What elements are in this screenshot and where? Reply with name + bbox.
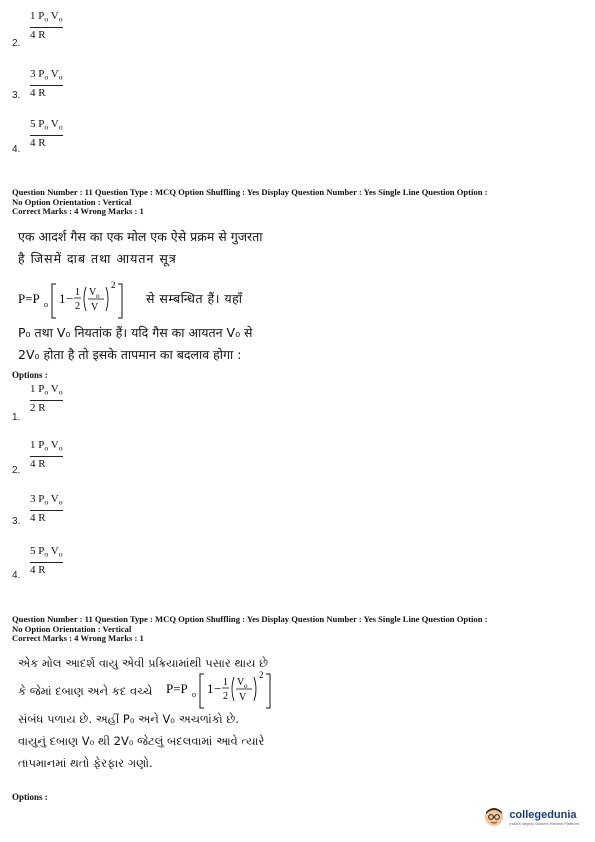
svg-text:V: V	[239, 692, 247, 703]
svg-text:2: 2	[223, 691, 228, 702]
question-line: एक आदर्श गैस का एक मोल एक ऐसे प्रक्रम से गुजरता	[18, 229, 263, 244]
logo-text-block	[509, 809, 579, 826]
fraction: 1 $P_o$ $V_o$ 2 R	[30, 383, 63, 414]
option-number[interactable]: 3.	[12, 516, 21, 527]
marks-line: Correct Marks : 4 Wrong Marks : 1	[12, 633, 144, 643]
question-line: से सम्बन्धित हैं। यहाँ	[146, 291, 243, 306]
question-line: એક મોલ આદર્શ વાયુ એવી પ્રક્રિયામાંથી પસાર થાય છે	[18, 656, 269, 670]
marks-line: Correct Marks : 4 Wrong Marks : 1	[12, 206, 144, 216]
svg-text:o: o	[244, 682, 248, 690]
option-number: 2.	[12, 38, 21, 49]
option-number: 4.	[12, 144, 21, 155]
svg-text:1: 1	[59, 291, 66, 306]
option-number[interactable]: 4.	[12, 570, 21, 581]
svg-text:V: V	[89, 287, 97, 298]
svg-text:1: 1	[207, 681, 214, 696]
formula	[166, 668, 286, 712]
options-label: Options :	[12, 792, 48, 802]
option-number[interactable]: 2.	[12, 465, 21, 476]
svg-text:2: 2	[111, 280, 116, 290]
svg-text:o: o	[192, 690, 196, 699]
question-line: P₀ तथा V₀ नियतांक हैं। यदि गैस का आयतन V₀ से	[18, 325, 253, 340]
svg-text:2: 2	[259, 670, 264, 680]
question-line: તાપમાનમાં થતો ફેરફાર ગણો.	[18, 756, 153, 770]
option-number: 3.	[12, 90, 21, 101]
logo-name: collegedunia	[509, 808, 577, 821]
fraction: 5 $P_o$ $V_o$ 4 R	[30, 545, 63, 576]
svg-text:o: o	[96, 292, 100, 300]
fraction: 3 $P_o$ $V_o$ 4 R	[30, 68, 63, 99]
question-line: है जिसमें दाब तथा आयतन सूत्र	[18, 251, 177, 266]
svg-text:P=P: P=P	[166, 681, 188, 696]
svg-text:1: 1	[75, 287, 80, 298]
fraction: 5 $P_o$ $V_o$ 4 R	[30, 118, 63, 149]
mascot-icon	[483, 806, 505, 828]
question-meta	[12, 615, 587, 644]
svg-text:−: −	[214, 681, 222, 696]
meta-line: Question Number : 11 Question Type : MCQ Option Shuffling : Yes Display Question Number : Yes Single Line Question Option :	[12, 614, 488, 624]
fraction: 1 $P_o$ $V_o$ 4 R	[30, 10, 63, 41]
question-line: વાયુનું દબાણ V₀ થી 2V₀ જેટલું બદલવામાં આવે ત્યારે	[18, 734, 265, 748]
option-number[interactable]: 1.	[12, 412, 21, 423]
svg-text:2: 2	[75, 301, 80, 312]
question-line: કે જેમાં દબાણ અને કદ વચ્ચે	[18, 684, 153, 698]
svg-text:o: o	[44, 300, 48, 309]
logo-tagline: India's largest Student Review Platform	[509, 820, 579, 826]
question-line: 2V₀ होता है तो इसके तापमान का बदलाव होगा :	[18, 347, 242, 362]
options-label: Options :	[12, 370, 48, 380]
svg-text:−: −	[66, 291, 74, 306]
meta-line: Question Number : 11 Question Type : MCQ Option Shuffling : Yes Display Question Number : Yes Single Line Question Option :	[12, 187, 488, 197]
meta-line: No Option Orientation : Vertical	[12, 623, 132, 634]
svg-text:V: V	[237, 677, 245, 688]
svg-text:1: 1	[223, 677, 228, 688]
svg-text:P=P: P=P	[18, 291, 40, 306]
fraction: 3 $P_o$ $V_o$ 4 R	[30, 493, 63, 524]
meta-line: No Option Orientation : Vertical	[12, 196, 132, 207]
fraction: 1 $P_o$ $V_o$ 4 R	[30, 439, 63, 470]
formula-graphic	[166, 668, 286, 712]
svg-text:V: V	[91, 302, 99, 313]
question-meta	[12, 188, 587, 217]
collegedunia-logo	[483, 806, 579, 828]
question-line: સંબંધ પળાય છે. અહીં P₀ અને V₀ અચળાંકો છે.	[18, 712, 239, 726]
